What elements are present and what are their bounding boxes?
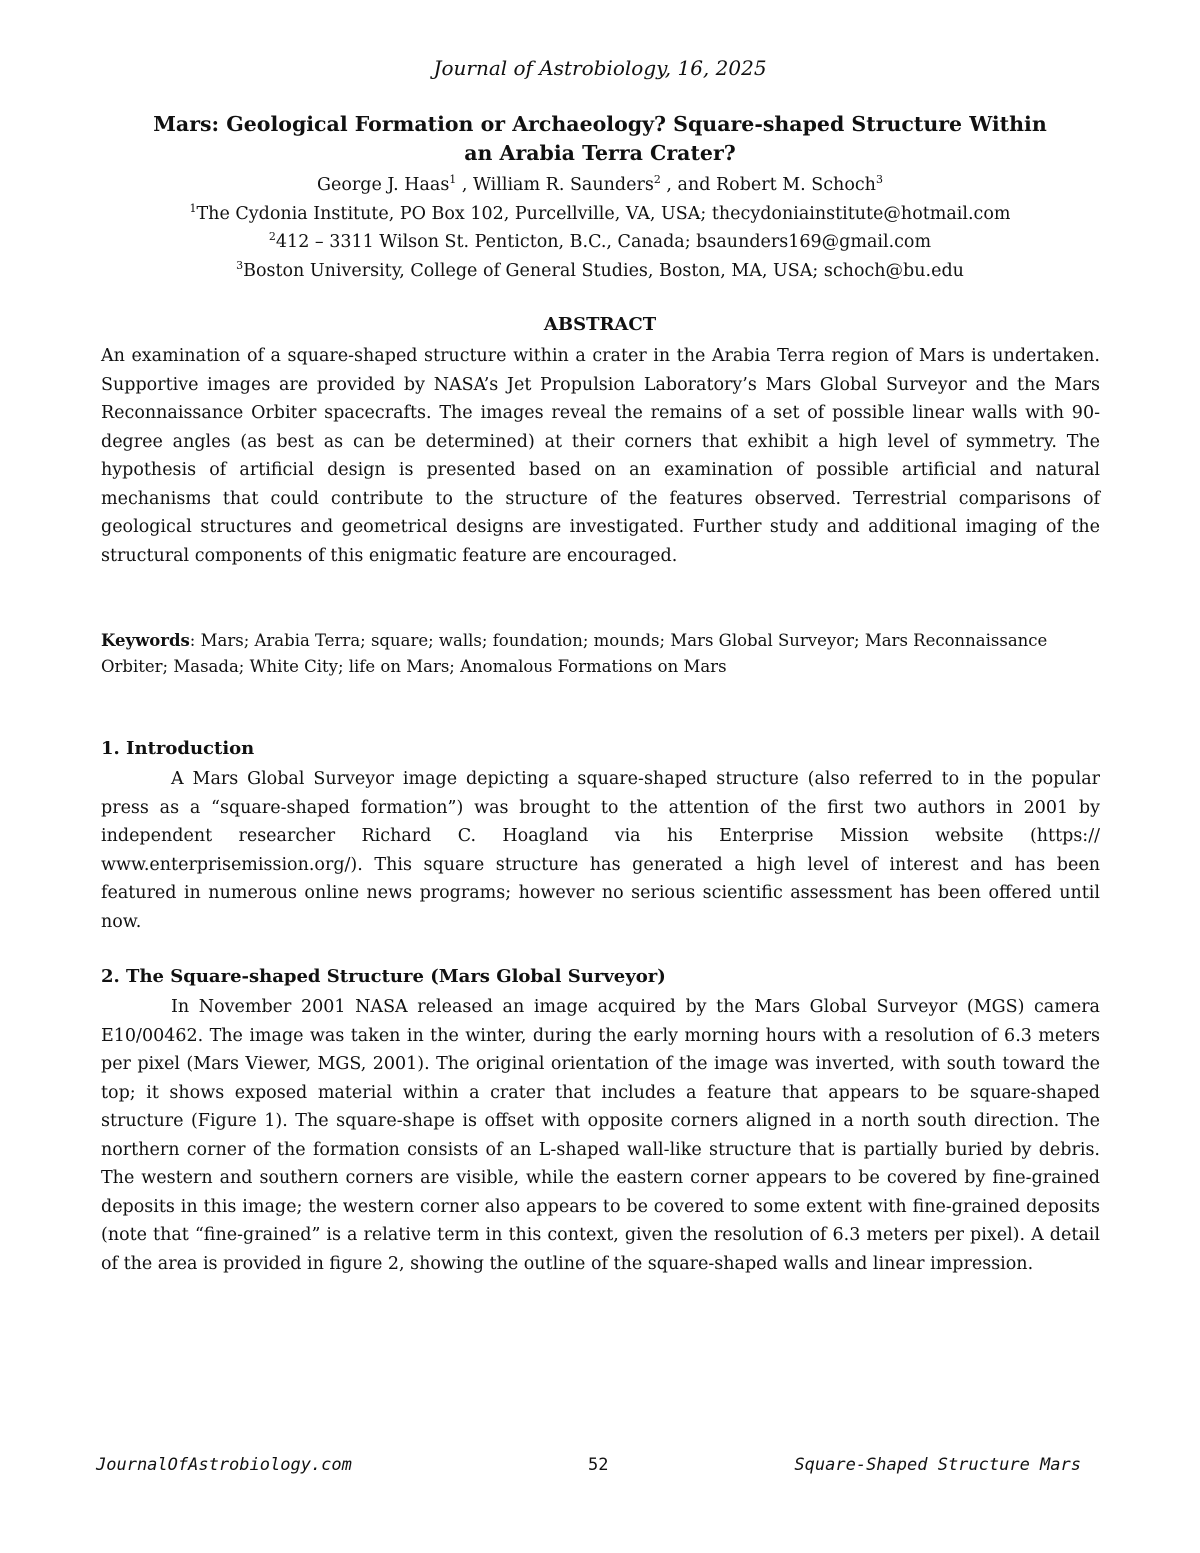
page-footer <box>96 1455 1081 1479</box>
paper-title <box>100 110 1100 168</box>
section-text-square-structure: In November 2001 NASA released an image acquired by the Mars Global Surveyor (MGS) camera E10/00462. The image was taken in the winter, during the early morning hours with a resolution of 6.3 meters per pixel (Mars Viewer, MGS, 2001). The original orientation of the image was inverted, with south toward the top; it shows exposed material within a crater that includes a feature that appears to be square-shaped structure (Figure 1). The square-shape is offset with opposite corners aligned in a north south direction. The northern corner of the formation consists of an L-shaped wall-like structure that is partially buried by debris. The western and southern corners are visible, while the eastern corner appears to be covered by fine-grained deposits in this image; the western corner also appears to be covered to some extent with fine-grained deposits (note that “fine-grained” is a relative term in this context, given the resolution of 6.3 meters per pixel). A detail of the area is provided in figure 2, showing the outline of the square-shaped walls and linear impression. <box>101 997 1100 1274</box>
paper-title-line-2: an Arabia Terra Crater? <box>464 141 736 165</box>
keywords-label: Keywords <box>101 631 190 650</box>
affiliation-text: Boston University, College of General Studies, Boston, MA, USA; schoch@bu.edu <box>243 260 964 281</box>
affiliation-superscript: 3 <box>236 258 244 272</box>
affiliation-superscript: 2 <box>268 230 276 244</box>
author-superscript: 2 <box>653 173 661 187</box>
section-heading-square-structure: 2. The Square-shaped Structure (Mars Global Surveyor) <box>101 966 666 987</box>
affiliation-superscript: 1 <box>189 201 197 215</box>
author-name: , William R. Saunders <box>456 175 654 195</box>
author-name: , and Robert M. Schoch <box>660 175 876 195</box>
footer-journal-site: JournalOfAstrobiology.com <box>96 1455 352 1475</box>
section-heading-introduction: 1. Introduction <box>101 738 255 759</box>
journal-header: Journal of Astrobiology, 16, 2025 <box>433 56 767 80</box>
abstract-heading: ABSTRACT <box>543 314 657 335</box>
affiliation-text: The Cydonia Institute, PO Box 102, Purcellville, VA, USA; thecydoniainstitute@hotmail.com <box>196 203 1011 224</box>
affiliation-2 <box>100 228 1100 257</box>
affiliation-1 <box>100 200 1100 229</box>
keywords <box>101 628 1100 680</box>
abstract-text: An examination of a square-shaped structure within a crater in the Arabia Terra region of Mars is undertaken. Supportive images are provided by NASA’s Jet Propulsion Laboratory’s Mars Global Surveyor and the Mars Reconnaissance Orbiter spacecrafts. The images reveal the remains of a set of possible linear walls with 90-degree angles (as best as can be determined) at their corners that exhibit a high level of symmetry. The hypothesis of artificial design is presented based on an examination of possible artificial and natural mechanisms that could contribute to the structure of the features observed. Terrestrial comparisons of geological structures and geometrical designs are investigated. Further study and additional imaging of the structural components of this enigmatic feature are encouraged. <box>101 346 1100 566</box>
author-superscript: 3 <box>875 173 883 187</box>
author-name: George J. Haas <box>317 175 450 195</box>
author-list <box>100 171 1100 200</box>
paper-title-line-1: Mars: Geological Formation or Archaeology? Square-shaped Structure Within <box>153 112 1047 136</box>
page-number: 52 <box>588 1455 609 1475</box>
affiliation-text: 412 – 3311 Wilson St. Penticton, B.C., Canada; bsaunders169@gmail.com <box>275 232 932 252</box>
affiliation-3 <box>100 257 1100 286</box>
author-superscript: 1 <box>449 173 457 187</box>
footer-running-title: Square-Shaped Structure Mars <box>794 1455 1081 1475</box>
author-block <box>100 171 1100 285</box>
section-text-introduction: A Mars Global Surveyor image depicting a square-shaped structure (also referred to in the popular press as a “square-shaped formation”) was brought to the attention of the first two authors in 2001 by independent researcher Richard C. Hoagland via his Enterprise Mission website (https:// www.enterprisemission.org/). This square structure has generated a high level of interest and has been featured in numerous online news programs; however no serious scientific assessment has been offered until now. <box>101 769 1100 932</box>
keywords-text: : Mars; Arabia Terra; square; walls; foundation; mounds; Mars Global Surveyor; Mars Reconnaissance Orbiter; Masada; White City; life on Mars; Anomalous Formations on Mars <box>101 631 1048 676</box>
